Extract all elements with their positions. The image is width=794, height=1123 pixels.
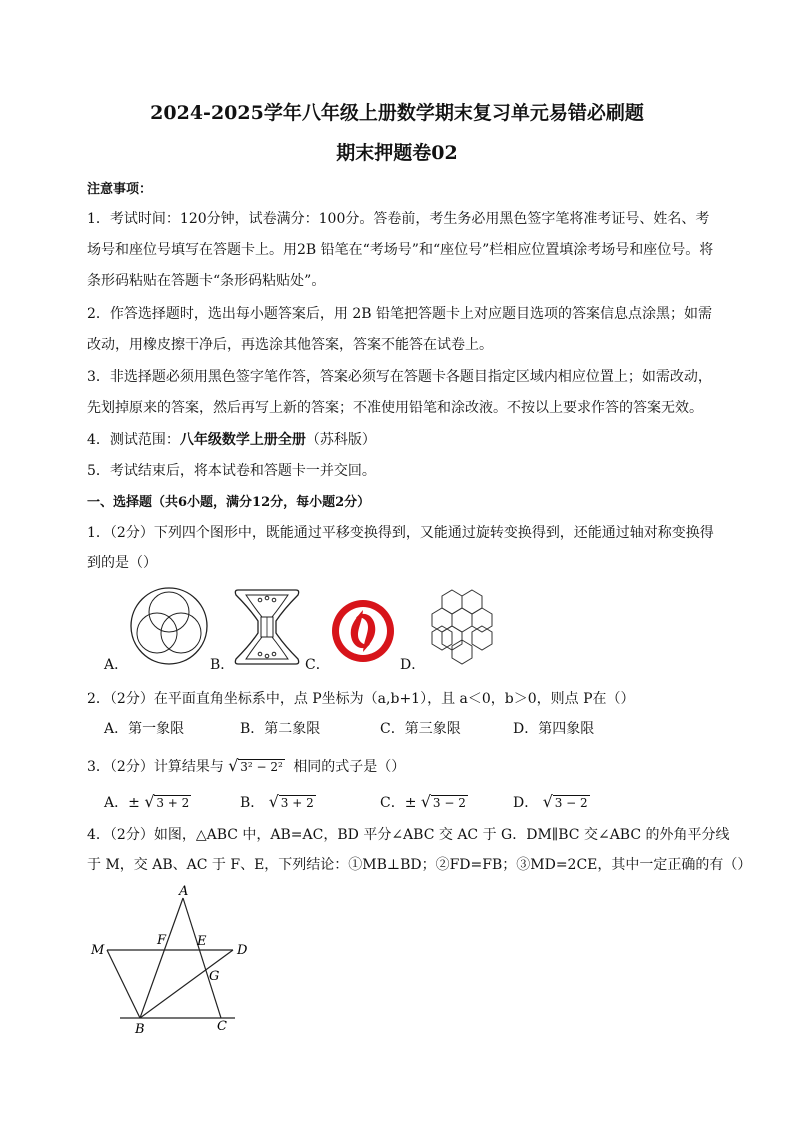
radical-sign: √ xyxy=(228,756,239,775)
q3-option-b-radicand: 3 + 2 xyxy=(280,796,314,810)
point-e-label: E xyxy=(197,934,207,949)
notice-item-1-line-1: 1．考试时间：120分钟，试卷满分：100分。答卷前，考生务必用黑色签字笔将准考证号、姓名、考 xyxy=(87,211,710,227)
q1-option-c-label: C． xyxy=(305,657,330,673)
q3-stem-suffix: 相同的式子是（） xyxy=(293,759,406,775)
section-heading: 一、选择题（共6小题，满分12分，每小题2分） xyxy=(87,495,371,510)
point-c-label: C xyxy=(217,1019,227,1034)
q3-option-a xyxy=(104,792,191,812)
point-g-label: G xyxy=(209,969,220,984)
q3-option-b-radical: √ 3 + 2 xyxy=(268,792,314,811)
q2-option-b: B．第二象限 xyxy=(240,721,321,737)
q2-option-c: C．第三象限 xyxy=(380,721,461,737)
q3-option-d-radical: √ 3 − 2 xyxy=(542,792,588,811)
q2-option-d: D．第四象限 xyxy=(513,721,595,737)
q1-option-d-label: D． xyxy=(400,657,426,673)
q3-option-a-pm: ± xyxy=(128,795,140,811)
q3-option-d-radicand: 3 − 2 xyxy=(554,796,588,810)
q1-option-a-label: A． xyxy=(104,657,129,673)
notice-heading: 注意事项： xyxy=(87,182,153,197)
notice-item-4-prefix: 4．测试范围： xyxy=(87,432,180,448)
q3-option-d xyxy=(513,792,590,812)
notice-item-4-scope: 八年级数学上册全册 xyxy=(179,432,306,448)
q1-option-c-red-logo-figure xyxy=(330,598,396,664)
notice-item-3-line-2: 先划掉原来的答案，然后再写上新的答案；不准使用铅笔和涂改液。不按以上要求作答的答案无效。 xyxy=(87,400,703,416)
segment-ab xyxy=(140,898,183,1018)
page-subtitle: 期末押题卷02 xyxy=(336,142,458,164)
q3-stem-radicand: 3² − 2² xyxy=(240,760,283,774)
notice-item-1-line-2: 场号和座位号填写在答题卡上。用2B 铅笔在“考场号”和“座位号”栏相应位置填涂考场号和座位号。将 xyxy=(87,242,714,258)
q3-stem-radical xyxy=(228,756,285,775)
notice-item-4 xyxy=(87,429,376,449)
question-2-stem: 2．（2分）在平面直角坐标系中，点 P坐标为（a,b+1），且 a＜0，b＞0，则点 P在（） xyxy=(87,691,635,707)
q3-option-c xyxy=(380,792,468,812)
question-4-line-2: 于 M，交 AB、AC 于 F、E，下列结论：①MB⊥BD；②FD=FB；③MD=2CE，其中一定正确的有（） xyxy=(87,857,752,873)
notice-item-2-line-2: 改动，用橡皮擦干净后，再选涂其他答案，答案不能答在试卷上。 xyxy=(87,337,493,353)
point-a-label: A xyxy=(179,884,189,899)
point-b-label: B xyxy=(135,1022,145,1034)
q3-option-c-radical: √ 3 − 2 xyxy=(420,792,466,811)
page-title: 2024-2025学年八年级上册数学期末复习单元易错必刷题 xyxy=(150,102,644,124)
notice-item-4-suffix: （苏科版） xyxy=(305,432,376,448)
notice-item-1-line-3: 条形码粘贴在答题卡“条形码粘贴处”。 xyxy=(87,273,326,289)
q2-option-a: A．第一象限 xyxy=(104,721,185,737)
notice-item-3-line-1: 3．非选择题必须用黑色签字笔作答，答案必须写在答题卡各题目指定区域内相应位置上；如需改动， xyxy=(87,369,712,385)
point-d-label: D xyxy=(237,943,248,958)
q3-stem-prefix: 3．（2分）计算结果与 xyxy=(87,759,224,775)
segment-mb xyxy=(107,950,140,1018)
q3-option-a-label: A． xyxy=(104,795,129,811)
point-f-label: F xyxy=(157,933,167,948)
segment-bd xyxy=(140,950,233,1018)
notice-item-2-line-1: 2．作答选择题时，选出每小题答案后，用 2B 铅笔把答题卡上对应题目选项的答案信息点涂黑；如需 xyxy=(87,306,713,322)
notice-item-5: 5．考试结束后，将本试卷和答题卡一并交回。 xyxy=(87,463,376,479)
question-3-stem xyxy=(87,756,405,776)
q3-option-a-radicand: 3 + 2 xyxy=(156,796,190,810)
q3-option-a-radical: √ 3 + 2 xyxy=(144,792,190,811)
q1-option-d-hexagon-tiling-figure xyxy=(424,588,506,666)
q3-option-b-label: B． xyxy=(240,795,265,811)
q1-option-a-circle-trefoil-figure xyxy=(127,584,211,668)
q4-triangle-figure xyxy=(85,882,265,1034)
segment-ac xyxy=(183,898,221,1018)
q3-option-d-label: D． xyxy=(513,795,539,811)
q1-option-b-label: B． xyxy=(210,657,235,673)
q3-option-c-radicand: 3 − 2 xyxy=(432,796,466,810)
q3-option-c-pm: ± xyxy=(404,795,417,811)
q3-option-b xyxy=(240,792,316,812)
question-4-line-1: 4．（2分）如图，△ABC 中，AB=AC，BD 平分∠ABC 交 AC 于 G．DM∥BC 交∠ABC 的外角平分线 xyxy=(87,827,730,843)
q1-option-b-spool-figure xyxy=(232,587,302,667)
question-1-line-2: 到的是（） xyxy=(87,555,157,571)
q3-option-c-label: C． xyxy=(380,795,405,811)
point-m-label: M xyxy=(91,943,105,958)
question-1-line-1: 1．（2分）下列四个图形中，既能通过平移变换得到，又能通过旋转变换得到，还能通过轴对称变换得 xyxy=(87,525,714,541)
